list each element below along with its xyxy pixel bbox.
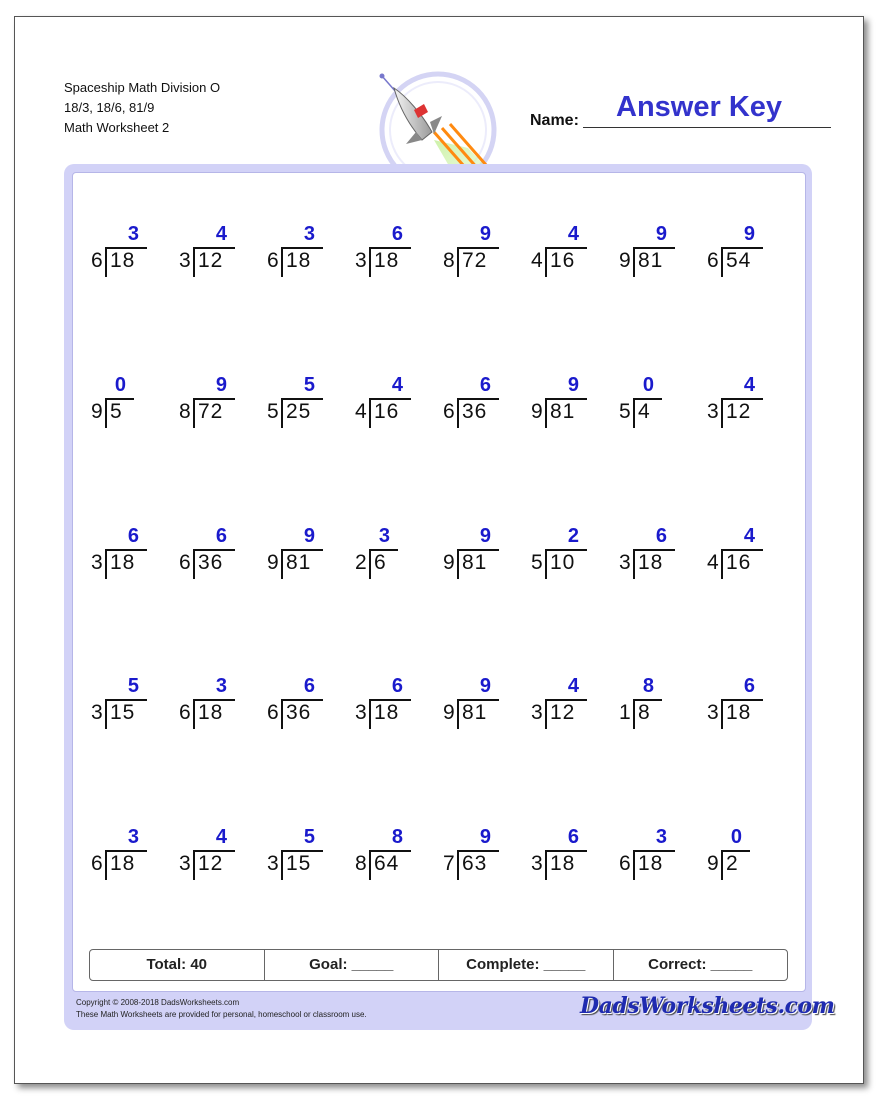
dividend: 18	[110, 551, 136, 574]
division-problem	[527, 374, 615, 454]
dividend: 4	[638, 400, 651, 423]
divisor: 7	[443, 852, 455, 875]
answer-quotient: 0	[642, 374, 654, 396]
dividend: 15	[286, 852, 312, 875]
division-bracket	[369, 852, 371, 880]
division-bracket	[545, 852, 547, 880]
division-problem	[615, 525, 703, 605]
divisor: 4	[355, 400, 367, 423]
divisor: 9	[91, 400, 103, 423]
divisor: 3	[619, 551, 631, 574]
divisor: 3	[531, 852, 543, 875]
division-problem	[703, 826, 791, 906]
division-bracket	[105, 249, 107, 277]
dividend: 5	[110, 400, 123, 423]
divisor: 6	[443, 400, 455, 423]
answer-quotient: 6	[567, 826, 579, 848]
division-bracket	[105, 400, 107, 428]
answer-quotient: 5	[303, 826, 315, 848]
dividend: 81	[462, 551, 488, 574]
answer-quotient: 3	[127, 223, 139, 245]
name-label: Name:	[530, 112, 579, 129]
division-problem	[439, 826, 527, 906]
division-problem	[615, 374, 703, 454]
division-bracket	[193, 701, 195, 729]
divisor: 9	[443, 701, 455, 724]
dividend: 18	[198, 701, 224, 724]
dividend: 64	[374, 852, 400, 875]
answer-quotient: 6	[303, 675, 315, 697]
divisor: 6	[267, 249, 279, 272]
division-bracket	[721, 701, 723, 729]
answer-quotient: 4	[567, 675, 579, 697]
answer-quotient: 4	[743, 374, 755, 396]
division-bracket	[369, 701, 371, 729]
divisor: 9	[707, 852, 719, 875]
answer-quotient: 9	[479, 675, 491, 697]
division-bracket	[193, 551, 195, 579]
problem-grid	[72, 172, 806, 992]
dividend: 2	[726, 852, 739, 875]
divisor: 3	[355, 701, 367, 724]
division-bracket	[369, 249, 371, 277]
answer-quotient: 6	[127, 525, 139, 547]
answer-quotient: 4	[743, 525, 755, 547]
divisor: 9	[267, 551, 279, 574]
dividend: 12	[198, 249, 224, 272]
dividend: 12	[726, 400, 752, 423]
dividend: 12	[550, 701, 576, 724]
divisor: 3	[531, 701, 543, 724]
division-problem	[439, 374, 527, 454]
dividend: 12	[198, 852, 224, 875]
usage-text: These Math Worksheets are provided for personal, homeschool or classroom use.	[76, 1010, 367, 1019]
divisor: 6	[267, 701, 279, 724]
division-problem	[87, 374, 175, 454]
division-bracket	[457, 701, 459, 729]
answer-quotient: 9	[743, 223, 755, 245]
division-bracket	[281, 551, 283, 579]
dividend: 81	[550, 400, 576, 423]
worksheet-subtitle: 18/3, 18/6, 81/9	[64, 100, 155, 115]
problem-frame	[64, 164, 812, 1030]
answer-quotient: 6	[391, 223, 403, 245]
dividend: 18	[638, 551, 664, 574]
divisor: 3	[707, 400, 719, 423]
correct-cell: Correct: _____	[648, 956, 753, 973]
dividend: 18	[110, 249, 136, 272]
division-bracket	[721, 249, 723, 277]
answer-quotient: 3	[655, 826, 667, 848]
divisor: 4	[531, 249, 543, 272]
division-problem	[439, 675, 527, 755]
name-line	[583, 127, 831, 128]
divisor: 6	[91, 852, 103, 875]
dividend: 72	[462, 249, 488, 272]
division-bracket	[721, 551, 723, 579]
answer-key-text: Answer Key	[616, 91, 783, 123]
divisor: 3	[179, 852, 191, 875]
dividend: 72	[198, 400, 224, 423]
answer-quotient: 5	[127, 675, 139, 697]
answer-quotient: 5	[303, 374, 315, 396]
division-problem	[439, 525, 527, 605]
answer-quotient: 8	[642, 675, 654, 697]
division-problem	[175, 525, 263, 605]
dividend: 63	[462, 852, 488, 875]
division-bracket	[281, 249, 283, 277]
division-problem	[175, 223, 263, 303]
division-bracket	[633, 551, 635, 579]
answer-quotient: 4	[391, 374, 403, 396]
division-bracket	[457, 852, 459, 880]
answer-quotient: 9	[303, 525, 315, 547]
dividend: 54	[726, 249, 752, 272]
division-problem	[351, 525, 439, 605]
divisor: 6	[179, 551, 191, 574]
copyright-text: Copyright © 2008-2018 DadsWorksheets.com	[76, 998, 240, 1007]
dividend: 15	[110, 701, 136, 724]
division-problem	[703, 374, 791, 454]
total-cell: Total: 40	[90, 950, 265, 980]
division-bracket	[457, 400, 459, 428]
division-bracket	[193, 852, 195, 880]
division-problem	[703, 223, 791, 303]
answer-quotient: 6	[655, 525, 667, 547]
division-problem	[615, 826, 703, 906]
division-problem	[527, 223, 615, 303]
answer-quotient: 6	[479, 374, 491, 396]
division-bracket	[545, 551, 547, 579]
divisor: 3	[707, 701, 719, 724]
division-bracket	[633, 701, 635, 729]
dividend: 6	[374, 551, 387, 574]
division-bracket	[105, 701, 107, 729]
division-bracket	[193, 400, 195, 428]
answer-quotient: 9	[567, 374, 579, 396]
answer-quotient: 3	[215, 675, 227, 697]
dividend: 18	[726, 701, 752, 724]
worksheet-number: Math Worksheet 2	[64, 120, 170, 135]
division-problem	[351, 223, 439, 303]
dividend: 18	[286, 249, 312, 272]
division-bracket	[721, 852, 723, 880]
dividend: 18	[374, 701, 400, 724]
answer-quotient: 4	[567, 223, 579, 245]
divisor: 4	[707, 551, 719, 574]
answer-quotient: 6	[391, 675, 403, 697]
divisor: 3	[179, 249, 191, 272]
division-bracket	[545, 701, 547, 729]
divisor: 8	[355, 852, 367, 875]
division-problem	[87, 525, 175, 605]
copyright-notice	[76, 997, 367, 1021]
division-bracket	[369, 400, 371, 428]
divisor: 6	[179, 701, 191, 724]
division-problem	[703, 675, 791, 755]
answer-quotient: 9	[655, 223, 667, 245]
answer-quotient: 3	[378, 525, 390, 547]
division-bracket	[633, 852, 635, 880]
dividend: 18	[110, 852, 136, 875]
answer-quotient: 4	[215, 223, 227, 245]
brand-logo: DadsWorksheets.com	[580, 993, 835, 1019]
division-problem	[351, 826, 439, 906]
divisor: 6	[91, 249, 103, 272]
divisor: 3	[267, 852, 279, 875]
worksheet-header	[64, 78, 220, 138]
division-problem	[527, 525, 615, 605]
dividend: 16	[726, 551, 752, 574]
divisor: 5	[267, 400, 279, 423]
dividend: 16	[550, 249, 576, 272]
division-problem	[351, 675, 439, 755]
answer-quotient: 9	[479, 223, 491, 245]
goal-cell: Goal: _____	[265, 950, 440, 980]
divisor: 1	[619, 701, 631, 724]
answer-quotient: 3	[303, 223, 315, 245]
divisor: 2	[355, 551, 367, 574]
division-bracket	[633, 249, 635, 277]
divisor: 9	[531, 400, 543, 423]
score-table	[89, 949, 788, 981]
division-bracket	[281, 701, 283, 729]
divisor: 6	[707, 249, 719, 272]
division-bracket	[369, 551, 371, 579]
answer-quotient: 9	[215, 374, 227, 396]
dividend: 81	[462, 701, 488, 724]
division-bracket	[545, 249, 547, 277]
divisor: 3	[91, 551, 103, 574]
division-problem	[263, 826, 351, 906]
dividend: 8	[638, 701, 651, 724]
answer-quotient: 8	[391, 826, 403, 848]
divisor: 5	[619, 400, 631, 423]
dividend: 81	[638, 249, 664, 272]
answer-quotient: 0	[730, 826, 742, 848]
division-bracket	[281, 852, 283, 880]
dividend: 36	[462, 400, 488, 423]
dividend: 18	[550, 852, 576, 875]
answer-quotient: 6	[743, 675, 755, 697]
division-problem	[87, 675, 175, 755]
dividend: 36	[198, 551, 224, 574]
dividend: 36	[286, 701, 312, 724]
answer-quotient: 3	[127, 826, 139, 848]
divisor: 3	[355, 249, 367, 272]
dividend: 25	[286, 400, 312, 423]
answer-quotient: 2	[567, 525, 579, 547]
division-bracket	[545, 400, 547, 428]
worksheet-title: Spaceship Math Division O	[64, 80, 221, 95]
division-problem	[527, 826, 615, 906]
division-problem	[615, 223, 703, 303]
division-bracket	[105, 551, 107, 579]
division-problem	[87, 223, 175, 303]
complete-cell: Complete: _____	[439, 950, 614, 980]
divisor: 9	[443, 551, 455, 574]
divisor: 8	[443, 249, 455, 272]
divisor: 5	[531, 551, 543, 574]
answer-quotient: 6	[215, 525, 227, 547]
answer-quotient: 9	[479, 525, 491, 547]
division-problem	[263, 525, 351, 605]
divisor: 9	[619, 249, 631, 272]
division-problem	[703, 525, 791, 605]
divisor: 6	[619, 852, 631, 875]
dividend: 10	[550, 551, 576, 574]
divisor: 3	[91, 701, 103, 724]
division-problem	[263, 374, 351, 454]
dividend: 18	[374, 249, 400, 272]
division-bracket	[105, 852, 107, 880]
dividend: 18	[638, 852, 664, 875]
answer-quotient: 4	[215, 826, 227, 848]
division-problem	[175, 675, 263, 755]
answer-quotient: 0	[114, 374, 126, 396]
division-problem	[615, 675, 703, 755]
division-problem	[263, 223, 351, 303]
division-problem	[351, 374, 439, 454]
division-bracket	[193, 249, 195, 277]
division-bracket	[457, 249, 459, 277]
division-bracket	[721, 400, 723, 428]
division-bracket	[633, 400, 635, 428]
division-problem	[175, 826, 263, 906]
division-bracket	[281, 400, 283, 428]
divisor: 8	[179, 400, 191, 423]
division-problem	[175, 374, 263, 454]
division-problem	[527, 675, 615, 755]
division-problem	[439, 223, 527, 303]
answer-quotient: 9	[479, 826, 491, 848]
division-bracket	[457, 551, 459, 579]
dividend: 16	[374, 400, 400, 423]
division-problem	[87, 826, 175, 906]
dividend: 81	[286, 551, 312, 574]
division-problem	[263, 675, 351, 755]
